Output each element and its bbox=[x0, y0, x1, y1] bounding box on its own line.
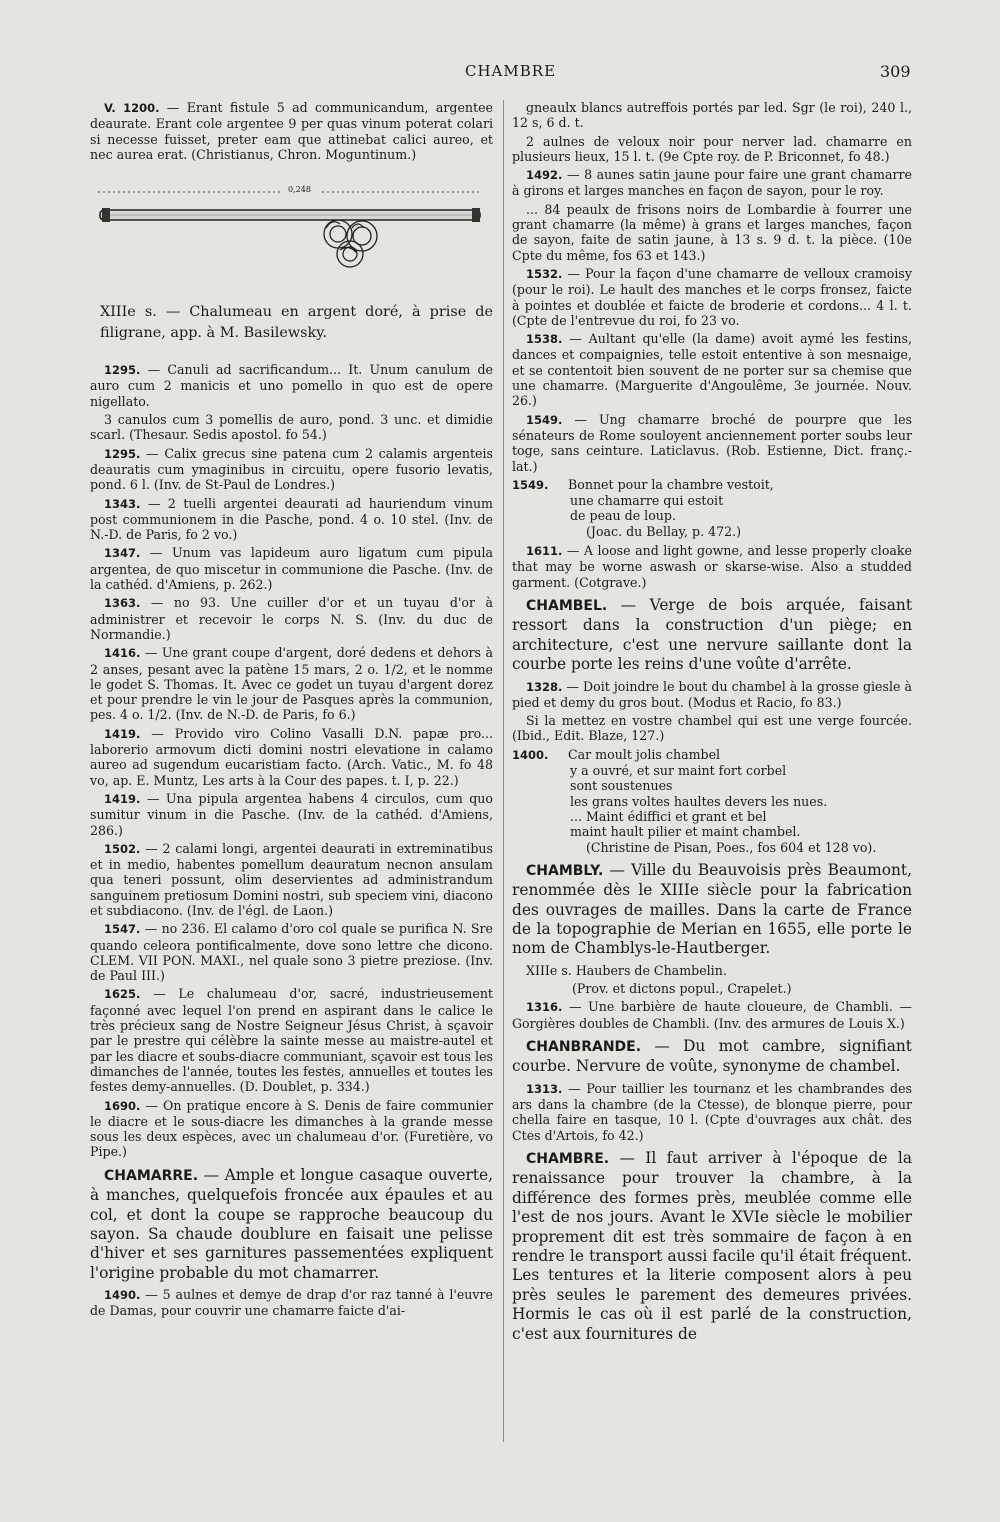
entry-date: 1419. bbox=[104, 791, 141, 806]
entry-date: 1625. bbox=[104, 987, 141, 1002]
entry-paragraph bbox=[90, 496, 493, 543]
entry-date: 1416. bbox=[104, 646, 141, 661]
article-text: — Ample et longue casaque ouverte, à manches, quelquefois froncée aux épaules et au col, et dont la coupe se rapproche beaucoup du sayon. Sa chaude doublure en faisait une pelisse d'hiver et ses garnitures passementées expliquent l'origine probable du mot chamarrer. bbox=[90, 1165, 493, 1282]
headword-chamarre: CHAMARRE. bbox=[104, 1167, 199, 1184]
verse-1549 bbox=[512, 477, 912, 539]
verse-text: maint hault pilier et maint chambel. bbox=[570, 824, 801, 840]
column-divider bbox=[503, 100, 504, 1442]
verse-line bbox=[512, 746, 912, 763]
entry-paragraph bbox=[90, 645, 493, 722]
entry-text: — Pour taillier les tournanz et les chambrandes des ars dans la chambre (de la Ctesse), de blonque pierre, pour chella faire en tasque, 10 l. (Cpte d'ouvrages aux chât. des Ctes d'Artois, fo 42.) bbox=[512, 1080, 912, 1143]
figure-caption: XIIIe s. — Chalumeau en argent doré, à prise de filigrane, app. à M. Basilewsky. bbox=[100, 304, 493, 342]
entry-text: — no 93. Une cuiller d'or et un tuyau d'or à administrer et recevoir le corps N. S. (Inv. du duc de Normandie.) bbox=[90, 595, 493, 642]
entry-text: ... 84 peaulx de frisons noirs de Lombardie à fourrer une grant chamarre (la même) à grans et larges manches, façon de sayon, faite de satin jaune, à 13 s. 9 d. t. la pièce. (10e Cpte du même, fos 63 et 143.) bbox=[512, 201, 912, 263]
verse-line bbox=[570, 763, 912, 778]
entry-date: 1549. bbox=[512, 477, 549, 492]
entry-paragraph bbox=[512, 266, 912, 328]
chambly-article bbox=[512, 861, 912, 959]
chamarre-article bbox=[90, 1166, 493, 1283]
verse-text: Bonnet pour la chambre vestoit, bbox=[568, 476, 774, 492]
entry-date: 1502. bbox=[104, 841, 141, 856]
article-text: — Il faut arriver à l'époque de la renaissance pour trouver la chambre, à la différence des formes près, meublée comme elle l'est de nos jours. Avant le XVIe siècle le mobilier proprement dit est très sommaire de façon à en rendre le transport aussi facile qu'il était fréquent. Les tentures et la literie composent alors à peu près seules le parement des demeures privées. Hormis le cas où il est parlé de la construction, c'est aux fournitures de bbox=[512, 1149, 912, 1343]
entry-text: — Canuli ad sacrificandum... It. Unum canulum de auro cum 2 manicis et uno pomello in quo est de opere nigellato. bbox=[90, 362, 493, 409]
entry-paragraph bbox=[90, 1287, 493, 1319]
entry-text: — 2 tuelli argentei deaurati ad hauriendum vinum post communionem in die Pasche, pond. 4 o. 10 stel. (Inv. de N.-D. de Paris, fo 2 vo.) bbox=[90, 495, 493, 543]
entry-paragraph bbox=[90, 986, 493, 1094]
entry-paragraph bbox=[90, 1098, 493, 1160]
entry-date: 1419. bbox=[104, 726, 141, 741]
entry-paragraph bbox=[512, 981, 912, 996]
entry-text: — Doit joindre le bout du chambel à la grosse giesle à pied et demy du gros bout. (Modus et Racio, fo 83.) bbox=[512, 678, 912, 710]
entry-text: — no 236. El calamo d'oro col quale se purifica N. Sre quando celeora pontificalmente, dove sono lettre che dicono. CLEM. VII PON. MAXI., nel quale sono 3 pietre preziose. (Inv. de Paul III.) bbox=[90, 921, 493, 984]
verse-text: les grans voltes haultes devers les nues. bbox=[570, 793, 828, 809]
verse-text: sont soustenues bbox=[570, 778, 673, 794]
right-column bbox=[512, 100, 912, 1348]
entry-date: 1611. bbox=[526, 544, 563, 559]
entry-text: — Erant fistule 5 ad communicandum, argentee deaurate. Erant cole argentee 9 per quas vinum poterat colari si necesse fuisset, preter eam que attinebat calici aureo, et nec aurea erat. (Christianus, Chron. Moguntinum.) bbox=[90, 100, 493, 162]
right-entry-list-a bbox=[512, 100, 912, 474]
entry-paragraph bbox=[90, 545, 493, 592]
entry-text: — Une grant coupe d'argent, doré dedens et dehors à 2 anses, pesant avec la patène 15 mars, 2 o. 1/2, et le nomme le godet S. Thomas. It. Avec ce godet un tuyau d'argent dorez et pour prendre le vin le jour de Pasques après la communion, pes. 4 o. 1/2. (Inv. de N.-D. de Paris, fo 6.) bbox=[90, 645, 493, 723]
entry-date: 1400. bbox=[512, 747, 549, 762]
entry-text: — Aultant qu'elle (la dame) avoit aymé les festins, dances et compaignies, telle estoit ententive à son mesnaige, et se contentoit bien souvent de ne porter sur sa chemise que une chamarre. (Marguerite d'Angoulême, 3e journée. Nouv. 26.) bbox=[512, 331, 912, 409]
verse-line bbox=[570, 809, 912, 824]
verse-text: Car moult jolis chambel bbox=[568, 746, 721, 762]
entry-date: 1547. bbox=[104, 922, 141, 937]
entry-paragraph bbox=[512, 963, 912, 978]
entry-text: gneaulx blancs autreffois portés par led. Sgr (le roi), 240 l., 12 s, 6 d. t. bbox=[512, 100, 912, 131]
entry-date: 1490. bbox=[104, 1288, 141, 1303]
entry-date: V. 1200. bbox=[104, 101, 160, 115]
entry-paragraph bbox=[512, 167, 912, 199]
entry-date: 1690. bbox=[104, 1098, 141, 1113]
verse-text: ... Maint édiffici et grant et bel bbox=[570, 808, 767, 824]
entry-date: 1492. bbox=[526, 168, 563, 183]
entry-paragraph bbox=[512, 1081, 912, 1143]
chalumeau-drawing bbox=[90, 178, 493, 296]
chambre-article bbox=[512, 1149, 912, 1344]
entry-text: — Ung chamarre broché de pourpre que les sénateurs de Rome souloyent anciennement porter soubs leur toge, sans ceinture. Laticlavus. (Rob. Estienne, Dict. franç.-lat.) bbox=[512, 411, 912, 474]
headword-chambly: CHAMBLY. bbox=[526, 862, 604, 879]
headword-chambel: CHAMBEL. bbox=[526, 597, 608, 614]
entry-paragraph bbox=[90, 791, 493, 838]
article-text: — Verge de bois arquée, faisant ressort dans la construction d'un piège; en architecture, c'est une nervure saillante dont la courbe porte les reins d'une voûte d'arrête. bbox=[512, 595, 912, 674]
entry-text: 2 aulnes de veloux noir pour nerver lad. chamarre en plusieurs lieux, 15 l. t. (9e Cpte roy. de P. Briconnet, fo 48.) bbox=[512, 133, 912, 164]
entry-text: (Prov. et dictons popul., Crapelet.) bbox=[572, 981, 792, 997]
entry-paragraph bbox=[90, 921, 493, 983]
verse-line bbox=[570, 794, 912, 809]
entry-date: 1549. bbox=[526, 412, 563, 427]
entry-text: XIIIe s. Haubers de Chambelin. bbox=[526, 962, 727, 978]
entry-paragraph bbox=[90, 595, 493, 642]
entry-paragraph bbox=[512, 100, 912, 131]
entry-paragraph bbox=[512, 543, 912, 590]
entry-paragraph bbox=[90, 412, 493, 443]
entry-date: 1295. bbox=[104, 446, 141, 461]
entry-paragraph bbox=[512, 202, 912, 263]
verse-line bbox=[512, 476, 912, 493]
article-text: — Du mot cambre, signifiant courbe. Nervure de voûte, synonyme de chambel. bbox=[512, 1037, 912, 1076]
chambel-article bbox=[512, 596, 912, 675]
entry-text: — 5 aulnes et demye de drap d'or raz tanné à l'euvre de Damas, pour couvrir une chamarre faicte d'ai- bbox=[90, 1287, 493, 1319]
entry-date: 1295. bbox=[104, 363, 141, 378]
page-number: 309 bbox=[880, 62, 911, 81]
entry-paragraph bbox=[512, 134, 912, 165]
entry-text: — Le chalumeau d'or, sacré, industrieusement façonné avec lequel l'on prend en aspirant dans le calice le très précieux sang de Nostre Seigneur Jésus Christ, à sçavoir par le prestre qui célèbre la sainte messe au maistre-autel et par les diacre et soubs-diacre communiant, sçavoir est tous les dimanches de l'année, toutes les festes, annuelles et toutes les festes demy-annuelles. (D. Doublet, p. 334.) bbox=[90, 986, 493, 1095]
entry-date: 1316. bbox=[526, 1000, 563, 1015]
entry-text: — Unum vas lapideum auro ligatum cum pipula argentea, de quo miscetur in communione die Pasche. (Inv. de la cathéd. d'Amiens, p. 262.) bbox=[90, 545, 493, 593]
verse-source: (Christine de Pisan, Poes., fos 604 et 128 vo). bbox=[586, 839, 877, 855]
verse-text: une chamarre qui estoit bbox=[570, 493, 724, 509]
entry-date: 1313. bbox=[526, 1081, 563, 1096]
entry-text: — On pratique encore à S. Denis de faire communier le diacre et le sous-diacre les dimanches à la grande messe sous les deux espèces, avec un chalumeau d'or. (Furetière, vo Pipe.) bbox=[90, 1097, 493, 1160]
entry-date: 1328. bbox=[526, 679, 563, 694]
entry-paragraph bbox=[512, 331, 912, 408]
running-title: CHAMBRE bbox=[465, 62, 557, 80]
entry-paragraph bbox=[90, 446, 493, 493]
entry-date: 1343. bbox=[104, 496, 141, 511]
article-text: — Ville du Beauvoisis près Beaumont, renommée dès le XIIIe siècle pour la fabrication des ouvrages de mailles. Dans la carte de France de la topographie de Merian en 1655, elle porte le nom de Chamblys-le-Hautberger. bbox=[512, 860, 912, 958]
verse-line bbox=[570, 824, 912, 839]
entry-paragraph bbox=[90, 726, 493, 788]
scale-label: 0,248 bbox=[288, 185, 311, 195]
chalumeau-illustration bbox=[90, 178, 493, 296]
entry-text: — Calix grecus sine patena cum 2 calamis argenteis deauratis cum ymaginibus in circuitu, opere fusorio levatis, pond. 6 l. (Inv. de St-Paul de Londres.) bbox=[90, 445, 493, 493]
right-entry-list-b bbox=[512, 679, 912, 744]
entry-text: — 8 aunes satin jaune pour faire une grant chamarre à girons et larges manches en façon de sayon, pour le roy. bbox=[512, 167, 912, 199]
entry-text: — 2 calami longi, argentei deaurati in extreminatibus et in medio, habentes pomellum deauratum necnon ansulam qua teneri possunt, olim deservientes ad administrandum sanguinem pretiosum Domini nostri, sub speciem vini, diacono et subdiacono. (Inv. de l'égl. de Laon.) bbox=[90, 840, 493, 918]
verse-text: y a ouvré, et sur maint fort corbel bbox=[570, 763, 787, 779]
verse-line bbox=[570, 778, 912, 793]
entry-date: 1532. bbox=[526, 266, 563, 281]
entry-text: Si la mettez en vostre chambel qui est une verge fourcée. (Ibid., Edit. Blaze, 127.) bbox=[512, 713, 912, 744]
entry-text: — Une barbière de haute cloueure, de Chambli. — Gorgières doubles de Chambli. (Inv. des armures de Louis X.) bbox=[512, 999, 912, 1031]
left-entry-list bbox=[90, 362, 493, 1160]
entry-paragraph bbox=[512, 679, 912, 711]
entry-text: 3 canulos cum 3 pomellis de auro, pond. 3 unc. et dimidie scarl. (Thesaur. Sedis apostol. fo 54.) bbox=[90, 412, 493, 443]
chambly-entry-list bbox=[512, 963, 912, 1031]
entry-paragraph bbox=[90, 100, 493, 162]
verse-1400 bbox=[512, 747, 912, 855]
chanbrande-article bbox=[512, 1037, 912, 1077]
headword-chambre: CHAMBRE. bbox=[526, 1151, 610, 1168]
entry-text: — Una pipula argentea habens 4 circulos, cum quo sumitur vinum in die Pasche. (Inv. de la cathéd. d'Amiens, 286.) bbox=[90, 790, 493, 838]
entry-text: — Pour la façon d'une chamarre de velloux cramoisy (pour le roi). Le hault des manches et le corps fronsez, faicte à pointes et doublée et faicte de broderie et cordons... 4 l. t. (Cpte de l'entrevue du roi, fo 23 vo. bbox=[512, 265, 912, 328]
entry-text: — Provido viro Colino Vasalli D.N. papæ pro... laborerio armovum dicti domini nostri elevatione in calamo aureo ad sugendum eucaristiam facto. (Arch. Vatic., M. fo 48 vo, ap. E. Muntz, Les arts à la Cour des papes. t. I, p. 22.) bbox=[90, 725, 493, 788]
entry-paragraph bbox=[512, 713, 912, 744]
entry-paragraph bbox=[512, 412, 912, 474]
left-column bbox=[90, 100, 493, 1322]
entry-date: 1363. bbox=[104, 596, 141, 611]
entry-text: — A loose and light gowne, and lesse properly cloake that may be worne aswash or skarse-wise. Also a studded garment. (Cotgrave.) bbox=[512, 543, 912, 590]
entry-date: 1347. bbox=[104, 546, 141, 561]
verse-line bbox=[570, 508, 912, 523]
verse-source: (Joac. du Bellay, p. 472.) bbox=[586, 523, 742, 539]
verse-text: de peau de loup. bbox=[570, 508, 676, 524]
headword-chanbrande: CHANBRANDE. bbox=[526, 1039, 642, 1056]
entry-paragraph bbox=[90, 362, 493, 409]
entry-paragraph bbox=[512, 999, 912, 1031]
entry-date: 1538. bbox=[526, 332, 563, 347]
entry-paragraph bbox=[90, 841, 493, 918]
verse-line bbox=[570, 493, 912, 508]
